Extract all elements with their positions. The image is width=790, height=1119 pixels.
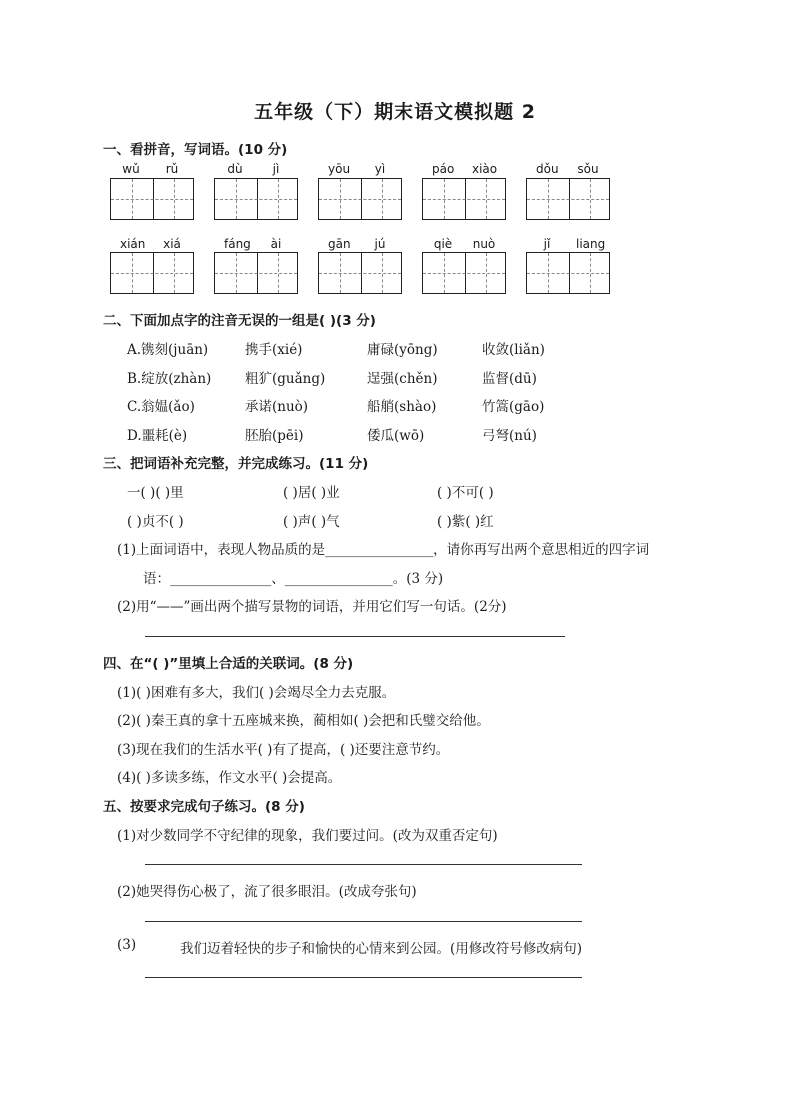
section-2-heading: 二、下面加点字的注音无误的一组是( )(3 分) xyxy=(103,313,376,329)
answer-line-3-2[interactable] xyxy=(145,636,565,637)
grid-midline xyxy=(319,199,401,200)
option-row-A[interactable]: A.镌刻(juān) xyxy=(127,342,209,358)
character-writing-grid[interactable] xyxy=(422,178,506,220)
question-4-1[interactable]: (1)( )困难有多大，我们( )会竭尽全力去克服。 xyxy=(117,685,396,701)
pinyin-label: wǔ xyxy=(122,162,140,176)
grid-midline xyxy=(527,199,609,200)
pinyin-label: xiào xyxy=(472,162,498,176)
pinyin-label: nuò xyxy=(472,237,496,251)
option-row-D[interactable]: D.噩耗(è) xyxy=(127,428,188,444)
pinyin-label: xiá xyxy=(163,237,181,251)
character-writing-grid[interactable] xyxy=(214,178,298,220)
character-writing-grid[interactable] xyxy=(422,252,506,294)
idiom-blank-3[interactable]: ( )不可( ) xyxy=(437,485,494,501)
option-word: 竹篙(gāo) xyxy=(482,399,545,415)
idiom-blank-2[interactable]: ( )居( )业 xyxy=(283,485,340,501)
section-4-heading: 四、在“( )”里填上合适的关联词。(8 分) xyxy=(103,656,354,672)
option-word: 弓弩(nú) xyxy=(482,428,537,444)
option-word: 庸碌(yōng) xyxy=(367,342,438,358)
pinyin-label: liang xyxy=(576,237,606,251)
pinyin-label: páo xyxy=(432,162,455,176)
pinyin-label: jú xyxy=(374,237,386,251)
grid-midline xyxy=(423,199,505,200)
pinyin-label: jǐ xyxy=(543,237,551,251)
answer-line-5-3[interactable] xyxy=(145,977,582,978)
option-word: 船艄(shào) xyxy=(367,399,437,415)
pinyin-label: qiè xyxy=(433,237,453,251)
pinyin-label: gān xyxy=(328,237,351,251)
character-writing-grid[interactable] xyxy=(526,178,610,220)
character-writing-grid[interactable] xyxy=(318,252,402,294)
pinyin-label: fáng xyxy=(224,237,251,251)
grid-midline xyxy=(527,273,609,274)
character-writing-grid[interactable] xyxy=(318,178,402,220)
question-4-3[interactable]: (3)现在我们的生活水平( )有了提高，( )还要注意节约。 xyxy=(117,742,450,758)
answer-line-5-1[interactable] xyxy=(145,864,582,865)
section-5-heading: 五、按要求完成句子练习。(8 分) xyxy=(103,799,305,815)
idiom-blank-1[interactable]: 一( )( )里 xyxy=(127,485,184,501)
question-3-2: (2)用“——”画出两个描写景物的词语，并用它们写一句话。(2分) xyxy=(117,599,507,615)
pinyin-label: dù xyxy=(227,162,243,176)
question-4-2[interactable]: (2)( )秦王真的拿十五座城来换，蔺相如( )会把和氏璧交给他。 xyxy=(117,713,490,729)
pinyin-label: rǔ xyxy=(165,162,179,176)
question-5-3-number: (3) xyxy=(117,937,137,953)
character-writing-grid[interactable] xyxy=(110,178,194,220)
section-1-heading: 一、看拼音，写词语。(10 分) xyxy=(103,142,288,158)
option-word: 监督(dū) xyxy=(482,371,537,387)
grid-midline xyxy=(215,199,297,200)
option-word: 收敛(liǎn) xyxy=(482,342,545,358)
character-writing-grid[interactable] xyxy=(110,252,194,294)
question-5-1: (1)对少数同学不守纪律的现象，我们要过问。(改为双重否定句) xyxy=(117,828,498,844)
question-5-2: (2)她哭得伤心极了，流了很多眼泪。(改成夸张句) xyxy=(117,884,417,900)
page-title: 五年级（下）期末语文模拟题 2 xyxy=(254,101,536,123)
grid-midline xyxy=(111,199,193,200)
pinyin-label: sǒu xyxy=(577,162,599,176)
option-word: 承诺(nuò) xyxy=(245,399,309,415)
section-3-heading: 三、把词语补充完整，并完成练习。(11 分) xyxy=(103,456,369,472)
pinyin-label: yōu xyxy=(328,162,351,176)
grid-midline xyxy=(215,273,297,274)
pinyin-label: jì xyxy=(272,162,280,176)
question-3-1-line-2: 语：_______________、________________。(3 分) xyxy=(143,571,444,587)
idiom-blank-4[interactable]: ( )贞不( ) xyxy=(127,514,184,530)
question-4-4[interactable]: (4)( )多读多练，作文水平( )会提高。 xyxy=(117,770,342,786)
answer-line-5-2[interactable] xyxy=(145,921,582,922)
option-row-B[interactable]: B.绽放(zhàn) xyxy=(127,371,212,387)
option-word: 逞强(chěn) xyxy=(367,371,438,387)
pinyin-label: ài xyxy=(270,237,282,251)
question-5-3: 我们迈着轻快的步子和愉快的心情来到公园。(用修改符号修改病句) xyxy=(180,941,583,957)
pinyin-label: xián xyxy=(120,237,146,251)
character-writing-grid[interactable] xyxy=(214,252,298,294)
character-writing-grid[interactable] xyxy=(526,252,610,294)
question-3-1-line-1: (1)上面词语中，表现人物品质的是________________，请你再写出两个意思相近的四字词 xyxy=(117,542,650,558)
grid-midline xyxy=(111,273,193,274)
option-word: 携手(xié) xyxy=(245,342,303,358)
option-word: 粗犷(guǎng) xyxy=(245,371,326,387)
pinyin-label: dǒu xyxy=(536,162,559,176)
option-word: 胚胎(pēi) xyxy=(245,428,304,444)
pinyin-label: yì xyxy=(374,162,386,176)
grid-midline xyxy=(423,273,505,274)
idiom-blank-6[interactable]: ( )紫( )红 xyxy=(437,514,494,530)
grid-midline xyxy=(319,273,401,274)
option-row-C[interactable]: C.翁媪(ǎo) xyxy=(127,399,195,415)
idiom-blank-5[interactable]: ( )声( )气 xyxy=(283,514,340,530)
option-word: 倭瓜(wō) xyxy=(367,428,425,444)
